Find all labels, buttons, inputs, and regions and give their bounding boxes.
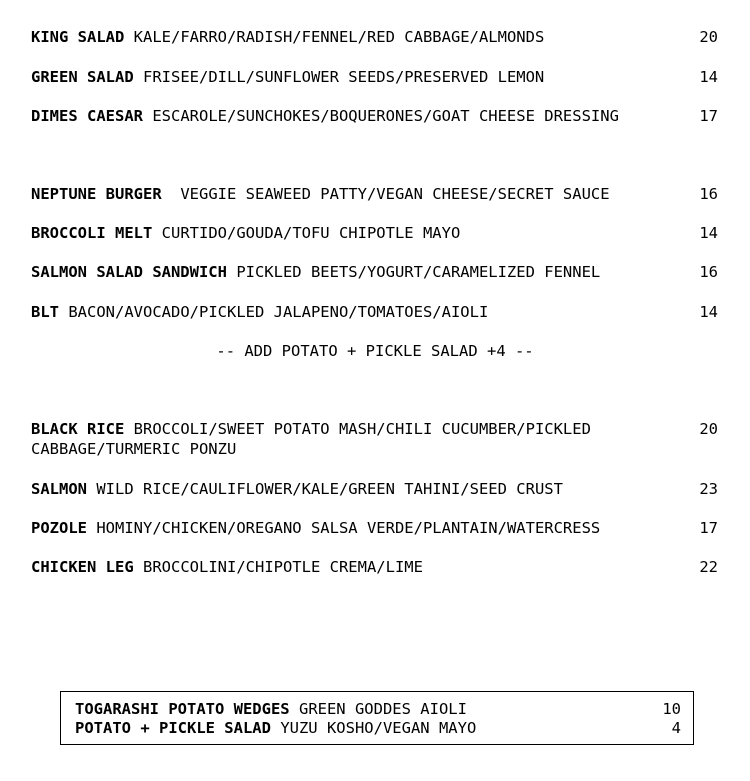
item-name: TOGARASHI POTATO WEDGES	[75, 700, 290, 718]
item-description: FRISEE/DILL/SUNFLOWER SEEDS/PRESERVED LEMON	[143, 68, 545, 86]
item-price: 17	[699, 519, 718, 537]
menu-item	[31, 302, 718, 322]
menu-item	[31, 518, 718, 538]
item-description: HOMINY/CHICKEN/OREGANO SALSA VERDE/PLANTAIN/WATERCRESS	[96, 519, 601, 537]
side-item	[75, 719, 681, 738]
item-name: SALMON	[31, 480, 87, 498]
item-description: BACON/AVOCADO/PICKLED JALAPENO/TOMATOES/AIOLI	[68, 303, 489, 321]
item-name: BLT	[31, 303, 59, 321]
menu-item	[31, 262, 718, 282]
item-name: GREEN SALAD	[31, 68, 134, 86]
item-price: 16	[699, 263, 718, 281]
item-price: 23	[699, 480, 718, 498]
item-name: DIMES CAESAR	[31, 107, 143, 125]
item-name: SALMON SALAD SANDWICH	[31, 263, 227, 281]
item-description: ESCAROLE/SUNCHOKES/BOQUERONES/GOAT CHEESE DRESSING	[152, 107, 619, 125]
item-price: 10	[662, 700, 681, 718]
item-price: 14	[699, 224, 718, 242]
menu-item	[31, 27, 718, 47]
item-description: KALE/FARRO/RADISH/FENNEL/RED CABBAGE/ALMONDS	[133, 28, 545, 46]
item-price: 17	[699, 107, 718, 125]
menu-item	[31, 479, 718, 499]
item-description: BROCCOLI/SWEET POTATO MASH/CHILI CUCUMBER/PICKLED CABBAGE/TURMERIC PONZU	[31, 420, 591, 458]
menu-item	[31, 184, 718, 204]
item-price: 16	[699, 185, 718, 203]
item-name: KING SALAD	[31, 28, 125, 46]
item-price: 14	[699, 68, 718, 86]
item-description: BROCCOLINI/CHIPOTLE CREMA/LIME	[143, 558, 423, 576]
item-price: 20	[699, 28, 718, 46]
item-price: 4	[671, 719, 681, 737]
item-name: NEPTUNE BURGER	[31, 185, 162, 203]
sides-box	[60, 691, 694, 745]
menu-item	[31, 223, 718, 243]
menu-item	[31, 557, 718, 577]
menu-item	[31, 419, 718, 459]
item-name: POTATO + PICKLE SALAD	[75, 719, 271, 737]
menu-item	[31, 67, 718, 87]
sandwich-addon-note: -- ADD POTATO + PICKLE SALAD +4 --	[216, 342, 534, 360]
item-description: GREEN GODDES AIOLI	[298, 700, 467, 718]
item-description: CURTIDO/GOUDA/TOFU CHIPOTLE MAYO	[161, 224, 461, 242]
menu-item	[31, 106, 718, 126]
item-price: 14	[699, 303, 718, 321]
item-description: WILD RICE/CAULIFLOWER/KALE/GREEN TAHINI/SEED CRUST	[96, 480, 563, 498]
item-description: VEGGIE SEAWEED PATTY/VEGAN CHEESE/SECRET SAUCE	[180, 185, 610, 203]
item-name: BROCCOLI MELT	[31, 224, 153, 242]
item-name: CHICKEN LEG	[31, 558, 134, 576]
item-name: BLACK RICE	[31, 420, 125, 438]
item-description: YUZU KOSHO/VEGAN MAYO	[280, 719, 477, 737]
item-description: PICKLED BEETS/YOGURT/CARAMELIZED FENNEL	[236, 263, 601, 281]
item-price: 22	[699, 558, 718, 576]
item-price: 20	[699, 420, 718, 438]
item-name: POZOLE	[31, 519, 87, 537]
side-item	[75, 700, 681, 719]
